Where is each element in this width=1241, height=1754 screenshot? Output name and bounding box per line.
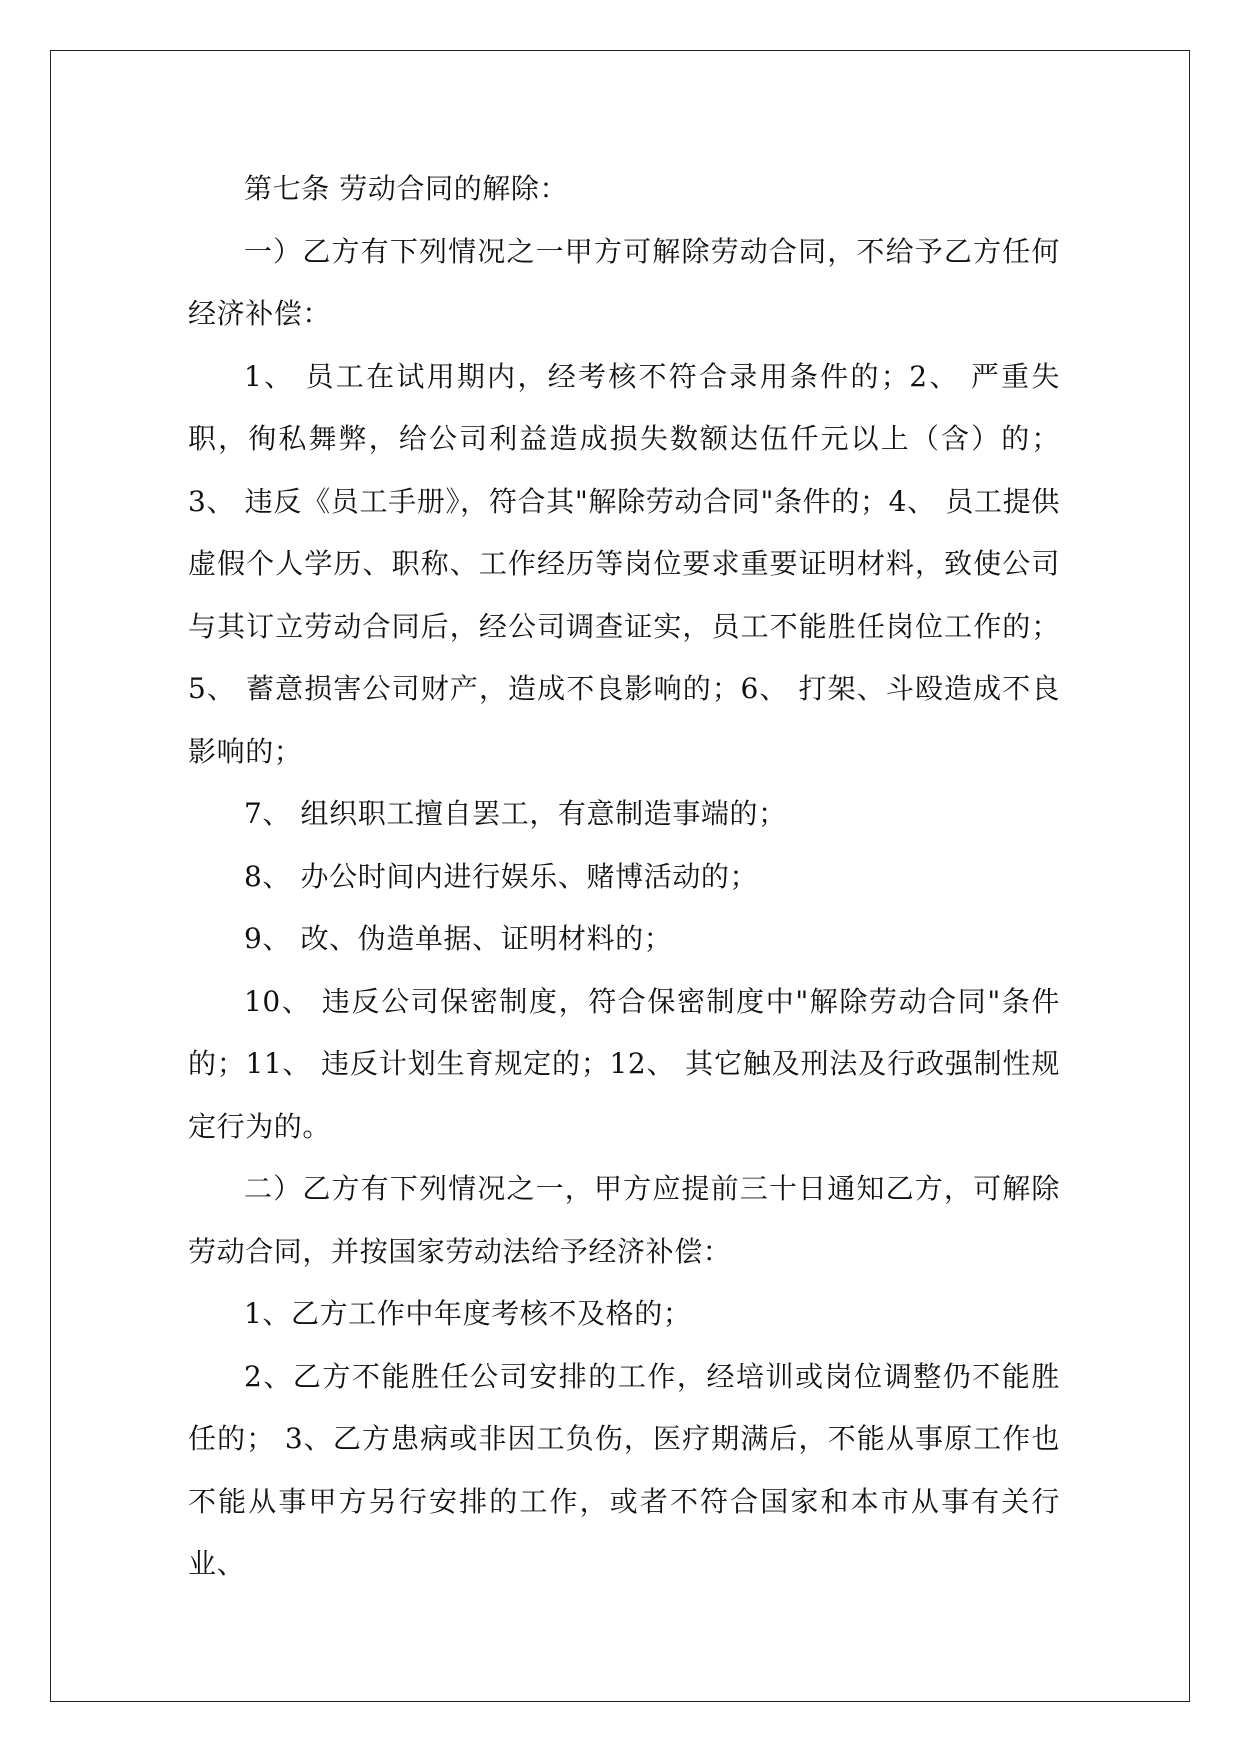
section-one-item-8: 8、 办公时间内进行娱乐、赌博活动的； (244, 859, 759, 893)
section-two-intro: 二）乙方有下列情况之一，甲方应提前三十日通知乙方，可解除劳动合同，并按国家劳动法给予经济补偿： (188, 1172, 1060, 1268)
article-heading: 第七条 劳动合同的解除： (244, 172, 569, 205)
section-one-item-9: 9、 改、伪造单据、证明材料的； (244, 922, 673, 955)
section-one-intro: 一）乙方有下列情况之一甲方可解除劳动合同，不给予乙方任何经济补偿： (188, 234, 1060, 330)
section-one-items-1-6: 1、 员工在试用期内，经考核不符合录用条件的；2、 严重失职，徇私舞弊，给公司利益造成损失数额达伍仟元以上（含）的；3、 违反《员工手册》，符合其"解除劳动合同"条件的；4、 员工提供虚假个人学历、职称、工作经历等岗位要求重要证明材料，致使公司与其订立劳动合同后，经公司调查证实，员工不能胜任岗位工作的；5、 蓄意损害公司财产，造成不良影响的；6、 打架、斗殴造成不良影响的； (188, 359, 1060, 768)
section-one-item-7: 7、 组织职工擅自罢工，有意制造事端的； (244, 797, 787, 830)
section-two-items-2-3: 2、乙方不能胜任公司安排的工作，经培训或岗位调整仍不能胜任的； 3、乙方患病或非因工负伤，医疗期满后，不能从事原工作也不能从事甲方另行安排的工作，或者不符合国家和本市从事有关行业、 (188, 1359, 1060, 1580)
section-one-items-10-12: 10、 违反公司保密制度，符合保密制度中"解除劳动合同"条件的；11、 违反计划生育规定的；12、 其它触及刑法及行政强制性规定行为的。 (188, 984, 1060, 1143)
section-two-item-1: 1、乙方工作中年度考核不及格的； (244, 1297, 692, 1330)
document-body (188, 158, 1060, 1596)
